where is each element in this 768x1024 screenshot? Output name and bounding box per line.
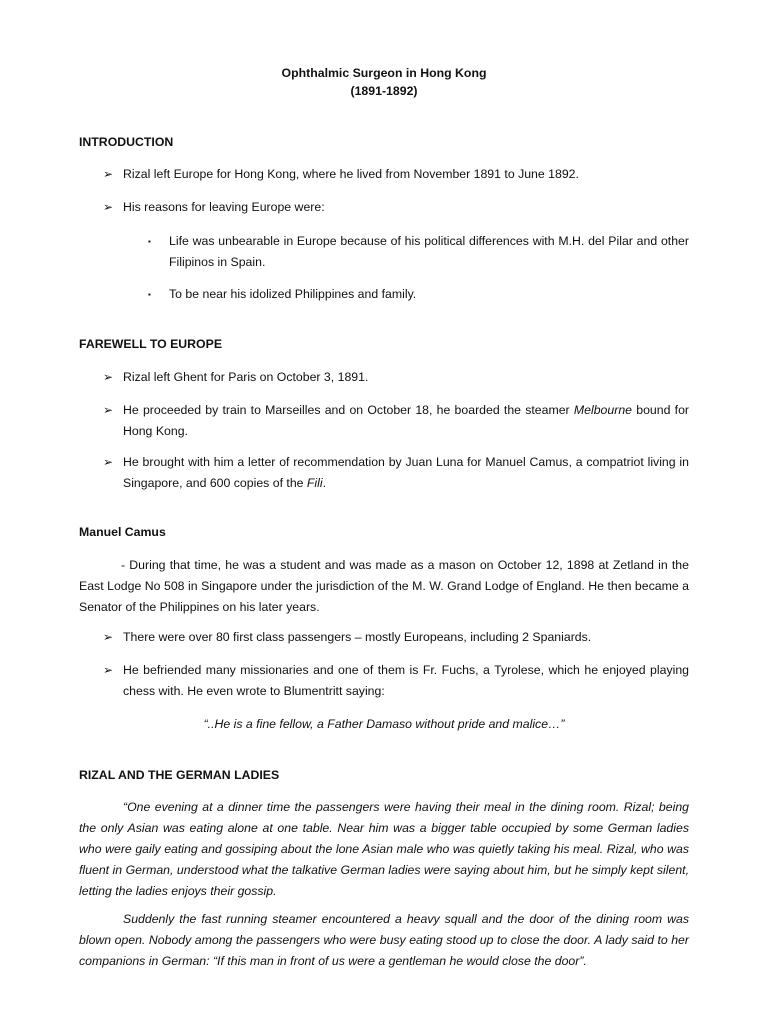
list-item: Rizal left Europe for Hong Kong, where he lived from November 1891 to June 1892. bbox=[123, 167, 579, 181]
sub-list-item: Life was unbearable in Europe because of his political differences with M.H. del Pilar and other Filipinos in Spain. bbox=[169, 234, 689, 269]
list-item bbox=[123, 452, 689, 494]
list-item bbox=[123, 400, 689, 442]
block-quote: “..He is a fine fellow, a Father Damaso without pride and malice…” bbox=[203, 717, 565, 731]
list-item: He befriended many missionaries and one of them is Fr. Fuchs, a Tyrolese, which he enjoyed playing chess with. He even wrote to Blumentritt saying: bbox=[123, 663, 689, 698]
sub-list-item: To be near his idolized Philippines and family. bbox=[169, 287, 417, 301]
list-item-text: bound for Hong Kong. bbox=[123, 403, 689, 438]
section-heading-introduction: INTRODUCTION bbox=[79, 135, 174, 149]
square-bullet-icon: ▪ bbox=[148, 237, 151, 246]
section-heading-german-ladies: RIZAL AND THE GERMAN LADIES bbox=[79, 768, 280, 782]
arrow-bullet-icon: ➢ bbox=[103, 630, 114, 644]
section-heading-camus: Manuel Camus bbox=[79, 525, 166, 539]
list-item: His reasons for leaving Europe were: bbox=[123, 200, 325, 214]
list-item: There were over 80 first class passengers – mostly Europeans, including 2 Spaniards. bbox=[123, 630, 592, 644]
paragraph: “One evening at a dinner time the passengers were having their meal in the dining room. Rizal; being the only Asian was eating alone at one table. Near him was a bigger table occupied by some German ladies who were gaily eating and gossiping about the lone Asian male who was quietly taking his meal. Rizal, who was fluent in German, understood what the talkative German ladies were saying about him, but he simply kept silent, letting the ladies enjoys their gossip. bbox=[79, 800, 689, 898]
arrow-bullet-icon: ➢ bbox=[103, 167, 114, 181]
list-item-text: . bbox=[322, 476, 327, 490]
arrow-bullet-icon: ➢ bbox=[103, 455, 114, 469]
list-item-text: He brought with him a letter of recommendation by Juan Luna for Manuel Camus, a compatriot living in Singapore, and 600 copies of the bbox=[123, 455, 689, 490]
arrow-bullet-icon: ➢ bbox=[103, 403, 114, 417]
book-title: Fili bbox=[306, 476, 323, 490]
section-heading-farewell: FAREWELL TO EUROPE bbox=[79, 337, 223, 351]
list-item-text: He proceeded by train to Marseilles and on October 18, he boarded the steamer bbox=[123, 403, 574, 417]
document-title: Ophthalmic Surgeon in Hong Kong bbox=[281, 66, 487, 80]
list-item: Rizal left Ghent for Paris on October 3, 1891. bbox=[123, 370, 369, 384]
arrow-bullet-icon: ➢ bbox=[103, 370, 114, 384]
paragraph: Suddenly the fast running steamer encountered a heavy squall and the door of the dining room was blown open. Nobody among the passengers who were busy eating stood up to close the door. A lady said to her companions in German: “If this man in front of us were a gentleman he would close the door”. bbox=[79, 912, 689, 968]
document-subtitle: (1891-1892) bbox=[350, 84, 418, 98]
paragraph: - During that time, he was a student and was made as a mason on October 12, 1898 at Zetland in the East Lodge No 508 in Singapore under the jurisdiction of the M. W. Grand Lodge of England. He then became a Senator of the Philippines on his later years. bbox=[79, 558, 689, 614]
arrow-bullet-icon: ➢ bbox=[103, 663, 114, 677]
square-bullet-icon: ▪ bbox=[148, 290, 151, 299]
arrow-bullet-icon: ➢ bbox=[103, 200, 114, 214]
ship-name: Melbourne bbox=[573, 403, 632, 417]
